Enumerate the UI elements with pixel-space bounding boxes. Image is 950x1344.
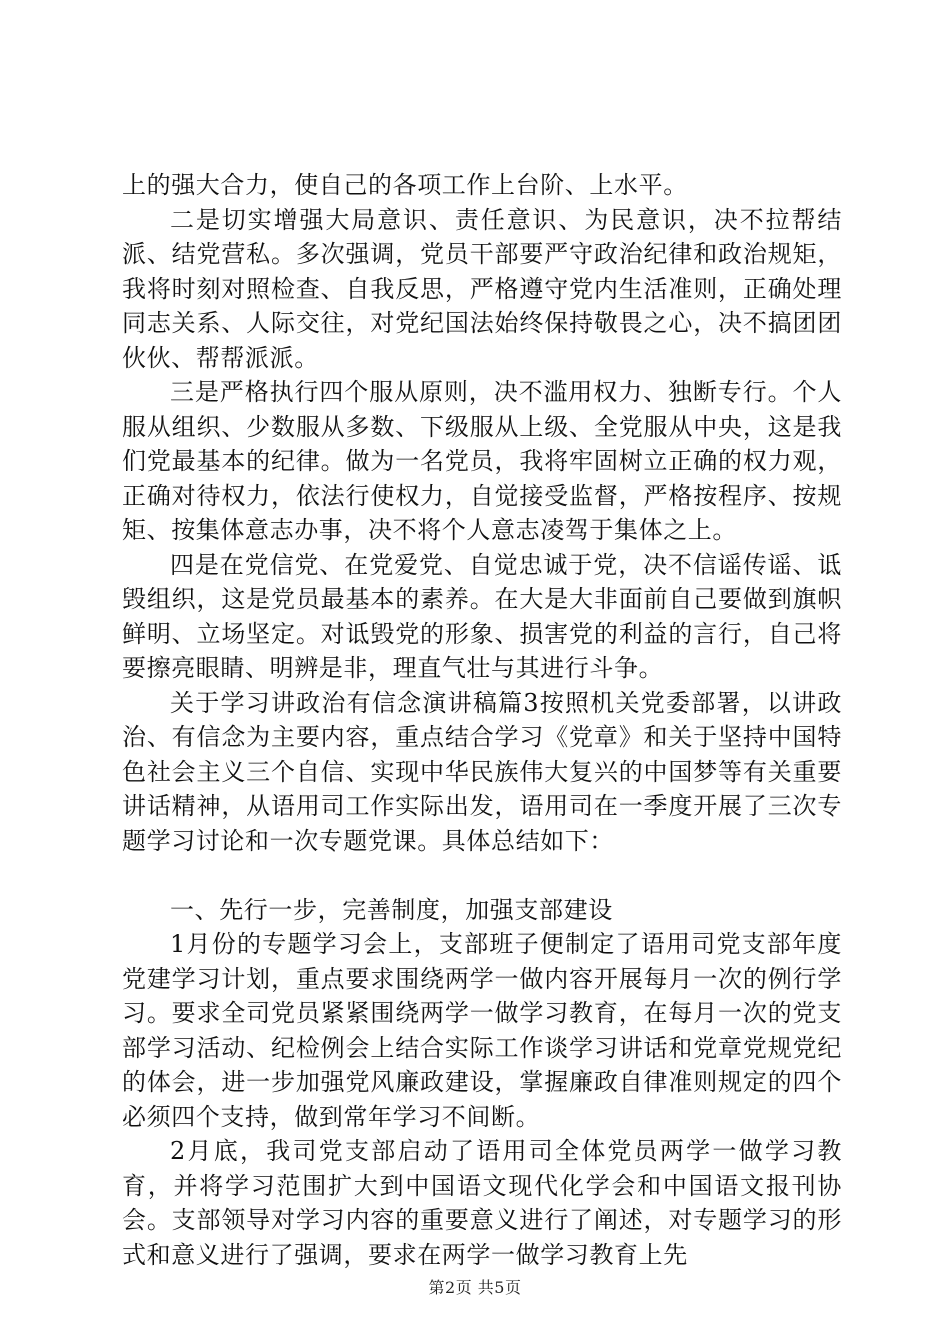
paragraph: 四是在党信党、在党爱党、自觉忠诚于党，决不信谣传谣、诋毁组织，这是党员最基本的素养。在大是大非面前自己要做到旗帜鲜明、立场坚定。对诋毁党的形象、损害党的利益的言行，自己将要擦亮眼睛、明辨是非，理直气壮与其进行斗争。 — [122, 550, 842, 682]
document-body — [122, 168, 842, 1272]
paragraph: 二是切实增强大局意识、责任意识、为民意识，决不拉帮结派、结党营私。多次强调，党员干部要严守政治纪律和政治规矩，我将时刻对照检查、自我反思，严格遵守党内生活准则，正确处理同志关系、人际交往，对党纪国法始终保持敬畏之心，决不搞团团伙伙、帮帮派派。 — [122, 205, 842, 372]
paragraph-continuation: 上的强大合力，使自己的各项工作上台阶、上水平。 — [122, 171, 688, 199]
paragraph: 1月份的专题学习会上，支部班子便制定了语用司党支部年度党建学习计划，重点要求围绕两学一做内容开展每月一次的例行学习。要求全司党员紧紧围绕两学一做学习教育，在每月一次的党支部学习活动、纪检例会上结合实际工作谈学习讲话和党章党规党纪的体会，进一步加强党风廉政建设，掌握廉政自律准则规定的四个必须四个支持，做到常年学习不间断。 — [122, 930, 842, 1131]
paragraph: 2月底，我司党支部启动了语用司全体党员两学一做学习教育，并将学习范围扩大到中国语文现代化学会和中国语文报刊协会。支部领导对学习内容的重要意义进行了阐述，对专题学习的形式和意义进行了强调，要求在两学一做学习教育上先 — [122, 1137, 842, 1269]
blank-line — [122, 858, 842, 893]
section-heading: 一、先行一步，完善制度，加强支部建设 — [170, 895, 613, 924]
paragraph: 关于学习讲政治有信念演讲稿篇3按照机关党委部署，以讲政治、有信念为主要内容，重点结合学习《党章》和关于坚持中国特色社会主义三个自信、实现中华民族伟大复兴的中国梦等有关重要讲话精神，从语用司工作实际出发，语用司在一季度开展了三次专题学习讨论和一次专题党课。具体总结如下： — [122, 688, 842, 855]
paragraph: 三是严格执行四个服从原则，决不滥用权力、独断专行。个人服从组织、少数服从多数、下级服从上级、全党服从中央，这是我们党最基本的纪律。做为一名党员，我将牢固树立正确的权力观，正确对待权力，依法行使权力，自觉接受监督，严格按程序、按规矩、按集体意志办事，决不将个人意志凌驾于集体之上。 — [122, 378, 842, 544]
page-number-footer: 第2页 共5页 — [428, 1278, 522, 1297]
